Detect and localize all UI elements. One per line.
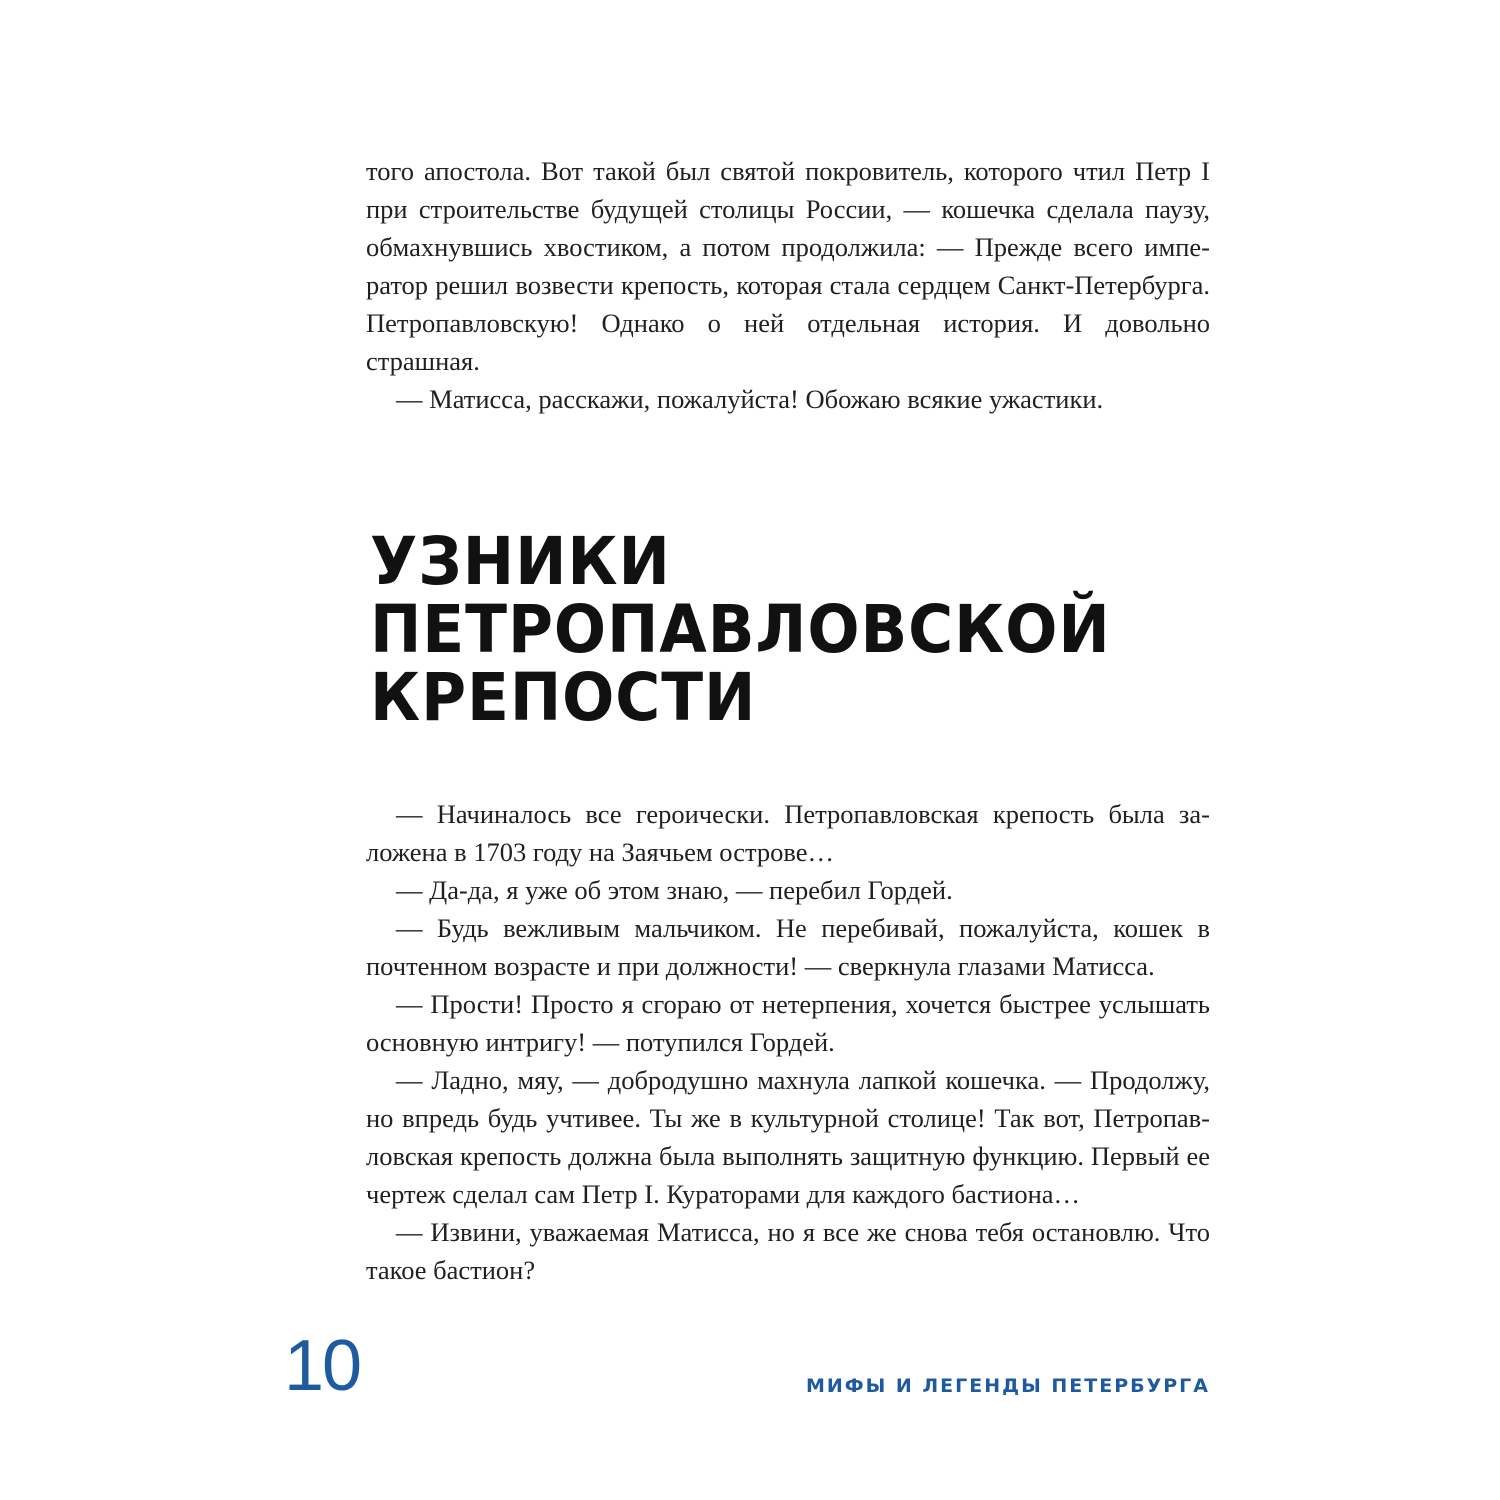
chapter-title-line: УЗНИКИ	[370, 523, 671, 600]
paragraph: — Будь вежливым мальчиком. Не перебивай, пожалуйста, кошек в почтенном возрасте и при должности! — сверкнула глазами Матисса.	[366, 913, 1210, 981]
paragraph: того апостола. Вот такой был святой покровитель, которого чтил Петр I при строительстве будущей столицы России, — кошечка сделала паузу, обмахнувшись хвостиком, а потом продолжила: — Прежде всего император решил возвести крепость, которая стала сердцем Санкт-Петербурга. Петропавловскую! Однако о ней отдельная история. И довольно страшная.	[366, 156, 1210, 376]
chapter-title-line: ПЕТРОПАВЛОВСКОЙ	[370, 591, 1111, 668]
paragraph: — Ладно, мяу, — добродушно махнула лапкой кошечка. — Продолжу, но впредь будь учтивее. Ты же в культурной столице! Так вот, Петропавловская крепость должна была выполнять защитную функцию. Первый ее чертеж сделал сам Петр I. Кураторами для каждого бастиона…	[366, 1065, 1210, 1209]
running-title: МИФЫ И ЛЕГЕНДЫ ПЕТЕРБУРГА	[805, 1375, 1210, 1397]
page-number: 10	[284, 1326, 361, 1406]
paragraph: — Прости! Просто я сгораю от нетерпения, хочется быстрее услышать основную интригу! — потупился Гордей.	[366, 989, 1210, 1057]
chapter-title-line: КРЕПОСТИ	[370, 659, 757, 736]
text-block-top	[366, 152, 1210, 418]
text-block-body	[366, 795, 1210, 1289]
chapter-title	[370, 523, 1210, 736]
paragraph: — Да-да, я уже об этом знаю, — перебил Гордей.	[396, 875, 953, 905]
paragraph: — Извини, уважаемая Матисса, но я все же снова тебя остановлю. Что такое бастион?	[366, 1217, 1210, 1285]
paragraph: — Начиналось все героически. Петропавловская крепость была заложена в 1703 году на Заячьем острове…	[366, 799, 1210, 867]
paragraph: — Матисса, расскажи, пожалуйста! Обожаю всякие ужастики.	[396, 384, 1104, 414]
